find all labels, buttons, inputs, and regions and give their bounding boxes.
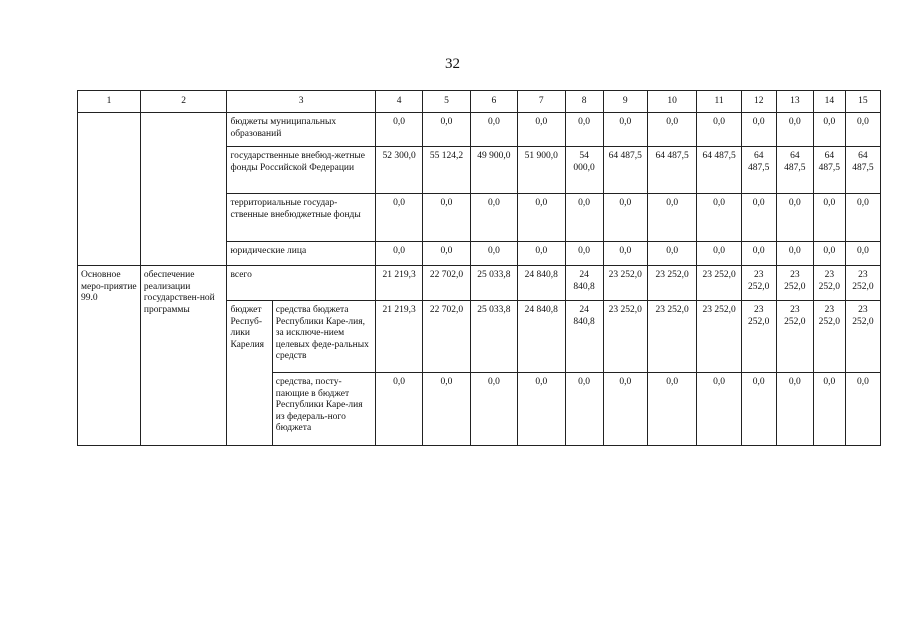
value-cell: 0,0	[470, 242, 517, 266]
value-cell: 0,0	[697, 242, 741, 266]
header-cell: 12	[741, 91, 776, 113]
value-cell: 23 252,0	[845, 266, 880, 301]
value-cell: 0,0	[776, 194, 813, 242]
source-label: бюджеты муниципальных образований	[227, 113, 375, 147]
value-cell: 0,0	[741, 373, 776, 446]
source-label: всего	[227, 266, 375, 301]
value-cell: 0,0	[845, 373, 880, 446]
value-cell: 22 702,0	[423, 266, 470, 301]
value-cell: 0,0	[470, 373, 517, 446]
value-cell: 0,0	[776, 242, 813, 266]
value-cell: 0,0	[470, 194, 517, 242]
value-cell: 21 219,3	[375, 301, 422, 373]
header-cell: 14	[813, 91, 845, 113]
value-cell: 23 252,0	[697, 266, 741, 301]
header-cell: 11	[697, 91, 741, 113]
value-cell: 51 900,0	[518, 147, 565, 194]
value-cell: 0,0	[741, 242, 776, 266]
value-cell: 64 487,5	[741, 147, 776, 194]
value-cell: 0,0	[813, 113, 845, 147]
value-cell: 0,0	[423, 373, 470, 446]
value-cell: 25 033,8	[470, 266, 517, 301]
page-number: 32	[445, 56, 460, 72]
empty-cell	[140, 113, 227, 266]
value-cell: 0,0	[845, 242, 880, 266]
value-cell: 0,0	[375, 113, 422, 147]
activity-number: Основное меро-приятие 99.0	[78, 266, 141, 446]
value-cell: 0,0	[697, 113, 741, 147]
source-label: средства бюджета Республики Каре-лия, за исключе-нием целевых феде-ральных средств	[272, 301, 375, 373]
header-cell: 6	[470, 91, 517, 113]
value-cell: 23 252,0	[813, 301, 845, 373]
value-cell: 0,0	[603, 194, 647, 242]
header-cell: 8	[565, 91, 603, 113]
header-cell: 1	[78, 91, 141, 113]
value-cell: 0,0	[647, 194, 696, 242]
source-label: территориальные государ-ственные внебюджетные фонды	[227, 194, 375, 242]
value-cell: 64 487,5	[647, 147, 696, 194]
value-cell: 23 252,0	[603, 266, 647, 301]
budget-table	[77, 90, 881, 446]
value-cell: 0,0	[845, 194, 880, 242]
value-cell: 0,0	[375, 242, 422, 266]
value-cell: 0,0	[565, 242, 603, 266]
value-cell: 0,0	[741, 113, 776, 147]
budget-label: бюджет Респуб-лики Карелия	[227, 301, 272, 446]
header-cell: 15	[845, 91, 880, 113]
value-cell: 23 252,0	[741, 266, 776, 301]
table-row	[78, 266, 881, 301]
value-cell: 52 300,0	[375, 147, 422, 194]
value-cell: 0,0	[518, 373, 565, 446]
value-cell: 0,0	[697, 194, 741, 242]
value-cell: 0,0	[776, 113, 813, 147]
source-label: юридические лица	[227, 242, 375, 266]
header-cell: 5	[423, 91, 470, 113]
value-cell: 0,0	[647, 373, 696, 446]
value-cell: 0,0	[741, 194, 776, 242]
value-cell: 0,0	[565, 113, 603, 147]
value-cell: 23 252,0	[845, 301, 880, 373]
value-cell: 22 702,0	[423, 301, 470, 373]
header-cell: 4	[375, 91, 422, 113]
value-cell: 49 900,0	[470, 147, 517, 194]
value-cell: 0,0	[470, 113, 517, 147]
value-cell: 0,0	[518, 194, 565, 242]
value-cell: 0,0	[845, 113, 880, 147]
source-label: государственные внебюд-жетные фонды Российской Федерации	[227, 147, 375, 194]
value-cell: 23 252,0	[813, 266, 845, 301]
value-cell: 0,0	[603, 113, 647, 147]
value-cell: 54 000,0	[565, 147, 603, 194]
value-cell: 0,0	[813, 194, 845, 242]
value-cell: 21 219,3	[375, 266, 422, 301]
value-cell: 0,0	[647, 113, 696, 147]
value-cell: 23 252,0	[776, 266, 813, 301]
value-cell: 23 252,0	[647, 266, 696, 301]
value-cell: 24 840,8	[565, 266, 603, 301]
value-cell: 0,0	[813, 242, 845, 266]
value-cell: 0,0	[423, 242, 470, 266]
table-row	[78, 113, 881, 147]
header-cell: 10	[647, 91, 696, 113]
value-cell: 64 487,5	[776, 147, 813, 194]
value-cell: 0,0	[518, 113, 565, 147]
value-cell: 23 252,0	[603, 301, 647, 373]
value-cell: 25 033,8	[470, 301, 517, 373]
value-cell: 0,0	[647, 242, 696, 266]
header-cell: 9	[603, 91, 647, 113]
header-cell: 7	[518, 91, 565, 113]
value-cell: 24 840,8	[518, 301, 565, 373]
value-cell: 64 487,5	[845, 147, 880, 194]
value-cell: 0,0	[375, 373, 422, 446]
value-cell: 64 487,5	[813, 147, 845, 194]
source-label: средства, посту-пающие в бюджет Республики Каре-лия из федераль-ного бюджета	[272, 373, 375, 446]
value-cell: 0,0	[565, 373, 603, 446]
header-row	[78, 91, 881, 113]
value-cell: 0,0	[603, 373, 647, 446]
value-cell: 0,0	[603, 242, 647, 266]
value-cell: 0,0	[776, 373, 813, 446]
activity-name: обеспечение реализации государствен-ной программы	[140, 266, 227, 446]
value-cell: 55 124,2	[423, 147, 470, 194]
value-cell: 23 252,0	[776, 301, 813, 373]
value-cell: 0,0	[375, 194, 422, 242]
value-cell: 24 840,8	[518, 266, 565, 301]
header-cell: 13	[776, 91, 813, 113]
value-cell: 23 252,0	[647, 301, 696, 373]
value-cell: 23 252,0	[697, 301, 741, 373]
value-cell: 64 487,5	[603, 147, 647, 194]
value-cell: 0,0	[423, 194, 470, 242]
value-cell: 24 840,8	[565, 301, 603, 373]
header-cell: 2	[140, 91, 227, 113]
value-cell: 23 252,0	[741, 301, 776, 373]
value-cell: 0,0	[518, 242, 565, 266]
value-cell: 0,0	[697, 373, 741, 446]
empty-cell	[78, 113, 141, 266]
header-cell: 3	[227, 91, 375, 113]
value-cell: 0,0	[565, 194, 603, 242]
value-cell: 0,0	[813, 373, 845, 446]
value-cell: 64 487,5	[697, 147, 741, 194]
value-cell: 0,0	[423, 113, 470, 147]
